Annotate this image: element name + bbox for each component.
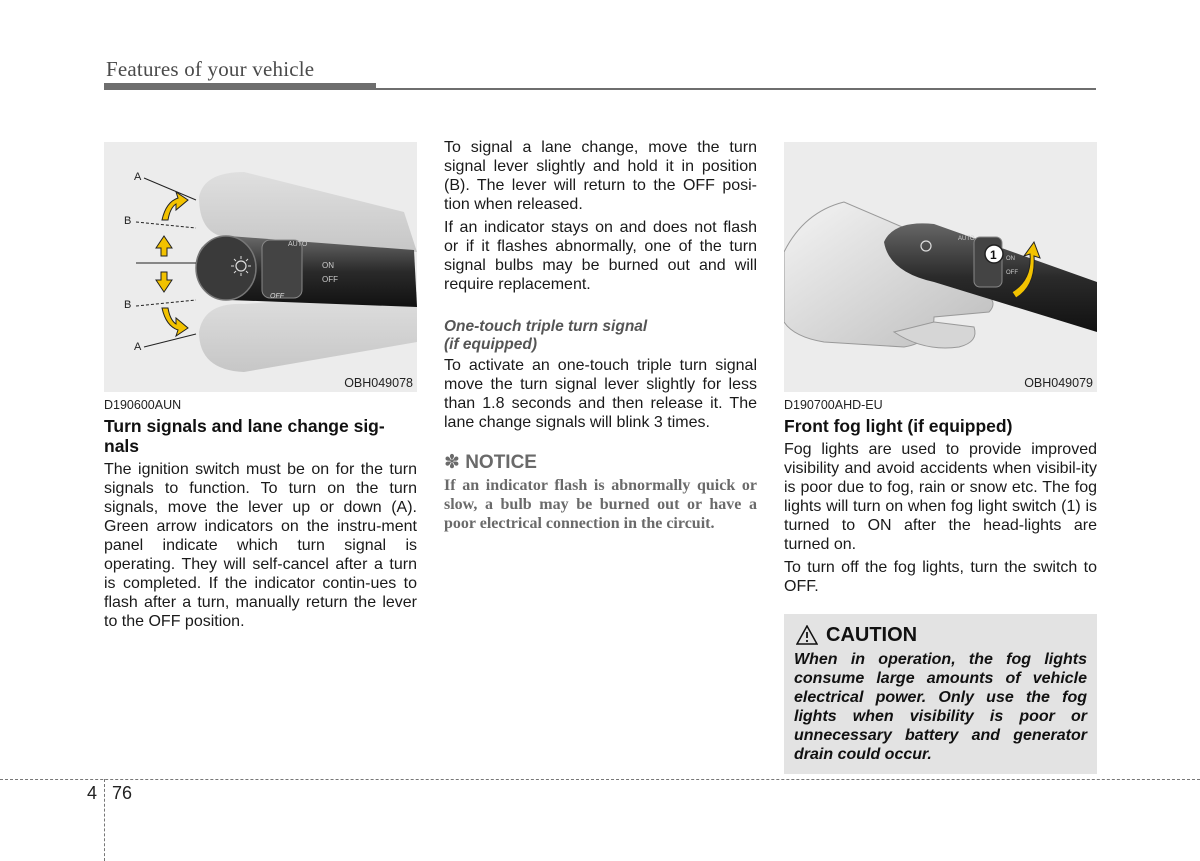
section-title: Front fog light (if equipped)	[784, 416, 1013, 436]
turn-signal-figure	[104, 142, 417, 392]
fog-off-paragraph: To turn off the fog lights, turn the switch to OFF.	[784, 559, 1097, 595]
right-column	[784, 138, 1097, 774]
turn-signal-lever-illustration	[104, 142, 417, 392]
svg-text:AUTO: AUTO	[288, 241, 308, 248]
subheading	[444, 318, 757, 354]
warning-triangle-icon	[796, 625, 818, 645]
arrow-curve-up-icon	[162, 192, 188, 220]
section-code: D190600AUN	[104, 398, 182, 412]
fog-light-paragraph: Fog lights are used to provide improved visibility and avoid accidents when visibil-ity is poor due to fog, rain or snow etc. The fog lights will turn on when fog light switch (1) is turned to ON after the head-lights are turned on.	[784, 441, 1097, 553]
header-rule-thin	[376, 88, 1096, 90]
caution-text: When in operation, the fog lights consume large amounts of vehicle electrical power. Only use the fog lights when visibility is poor or unnecessary battery and generator drain could occur.	[794, 651, 1087, 763]
fog-light-switch-illustration	[784, 142, 1097, 392]
page-header-title: Features of your vehicle	[106, 57, 315, 81]
svg-text:1: 1	[990, 248, 997, 262]
svg-text:AUTO: AUTO	[958, 236, 975, 242]
indicator-paragraph: If an indicator stays on and does not flash or if it flashes abnormally, one of the turn signal bulbs may be burned out and will require replacement.	[444, 219, 757, 293]
arrow-up-icon	[156, 236, 172, 256]
notice-text: If an indicator flash is abnormally quick or slow, a bulb may be burned out or have a poor electrical connection in the circuit.	[444, 477, 757, 532]
svg-text:OFF: OFF	[322, 275, 338, 284]
notice-title: ✽ NOTICE	[444, 452, 537, 473]
section-code: D190700AHD-EU	[784, 398, 883, 412]
svg-text:A: A	[134, 341, 142, 353]
arrow-down-icon	[156, 272, 172, 292]
body-paragraph: The ignition switch must be on for the turn signals to function. To turn on the turn signals, move the lever up or down (A). Green arrow indicators on the instru-ment panel indicate which turn signal is operating. They will self-cancel after a turn is completed. If the indicator contin-ues to flash after a turn, manually return the lever to the OFF position.	[104, 461, 417, 630]
svg-text:B: B	[124, 215, 132, 227]
caution-box	[784, 614, 1097, 774]
svg-text:ON: ON	[322, 261, 334, 270]
arrow-curve-down-icon	[162, 308, 188, 336]
figure-code: OBH049079	[1024, 376, 1093, 390]
subheading-line1: One-touch triple turn signal	[444, 318, 648, 335]
left-column	[104, 138, 417, 631]
svg-text:A: A	[134, 171, 142, 183]
footer-divider	[104, 779, 105, 861]
caution-heading	[794, 624, 1087, 646]
header-rule	[104, 83, 376, 90]
lane-change-paragraph: To signal a lane change, move the turn signal lever slightly and hold it in position (B). The lever will return to the OFF posi-tion when released.	[444, 139, 757, 213]
section-title: Turn signals and lane change sig-nals	[104, 416, 385, 456]
fog-light-figure	[784, 142, 1097, 392]
subheading-line2: (if equipped)	[444, 336, 537, 353]
triple-signal-paragraph: To activate an one-touch triple turn signal move the turn signal lever slightly for less than 1.8 seconds and then release it. The lane change signals will blink 3 times.	[444, 357, 757, 431]
caution-title: CAUTION	[826, 624, 918, 646]
figure-code: OBH049078	[344, 376, 413, 390]
svg-text:B: B	[124, 299, 132, 311]
svg-text:OFF: OFF	[270, 293, 284, 300]
footer-rule	[0, 779, 1200, 780]
svg-text:ON: ON	[1006, 256, 1015, 262]
svg-text:OFF: OFF	[1006, 270, 1018, 276]
chapter-number: 4	[87, 783, 98, 803]
page-number: 76	[112, 783, 133, 803]
middle-column	[444, 138, 757, 533]
